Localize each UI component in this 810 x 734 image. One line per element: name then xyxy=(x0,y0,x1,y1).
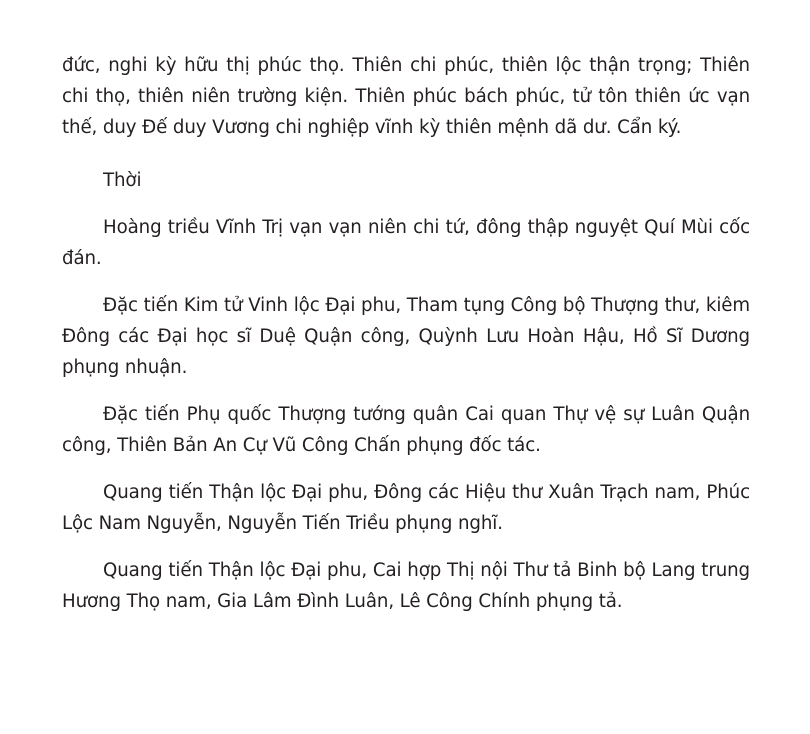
paragraph-time-heading: Thời xyxy=(103,170,142,191)
paragraph-signatory-4: Quang tiến Thận lộc Đại phu, Cai hợp Thị nội Thư tả Binh bộ Lang trung Hương Thọ nam, Gia Lâm Đình Luân, Lê Công Chính phụng tả. xyxy=(62,560,750,612)
paragraph-signatory-1: Đặc tiến Kim tử Vinh lộc Đại phu, Tham tụng Công bộ Thượng thư, kiêm Đông các Đại học sĩ Duệ Quận công, Quỳnh Lưu Hoàn Hậu, Hồ Sĩ Dương phụng nhuận. xyxy=(62,295,750,378)
paragraph-date: Hoàng triều Vĩnh Trị vạn vạn niên chi tứ, đông thập nguyệt Quí Mùi cốc đán. xyxy=(62,217,750,269)
paragraph-continuation: đức, nghi kỳ hữu thị phúc thọ. Thiên chi phúc, thiên lộc thận trọng; Thiên chi thọ, thiên niên trường kiện. Thiên phúc bách phúc, tử tôn thiên ức vạn thế, duy Đế duy Vương chi nghiệp vĩnh kỳ thiên mệnh dã dư. Cẩn ký. xyxy=(62,55,750,138)
paragraph-signatory-2: Đặc tiến Phụ quốc Thượng tướng quân Cai quan Thự vệ sự Luân Quận công, Thiên Bản An Cự Vũ Công Chấn phụng đốc tác. xyxy=(62,404,750,456)
paragraph-signatory-3: Quang tiến Thận lộc Đại phu, Đông các Hiệu thư Xuân Trạch nam, Phúc Lộc Nam Nguyễn, Nguyễn Tiến Triều phụng nghĩ. xyxy=(62,482,750,534)
document-page xyxy=(62,50,750,633)
